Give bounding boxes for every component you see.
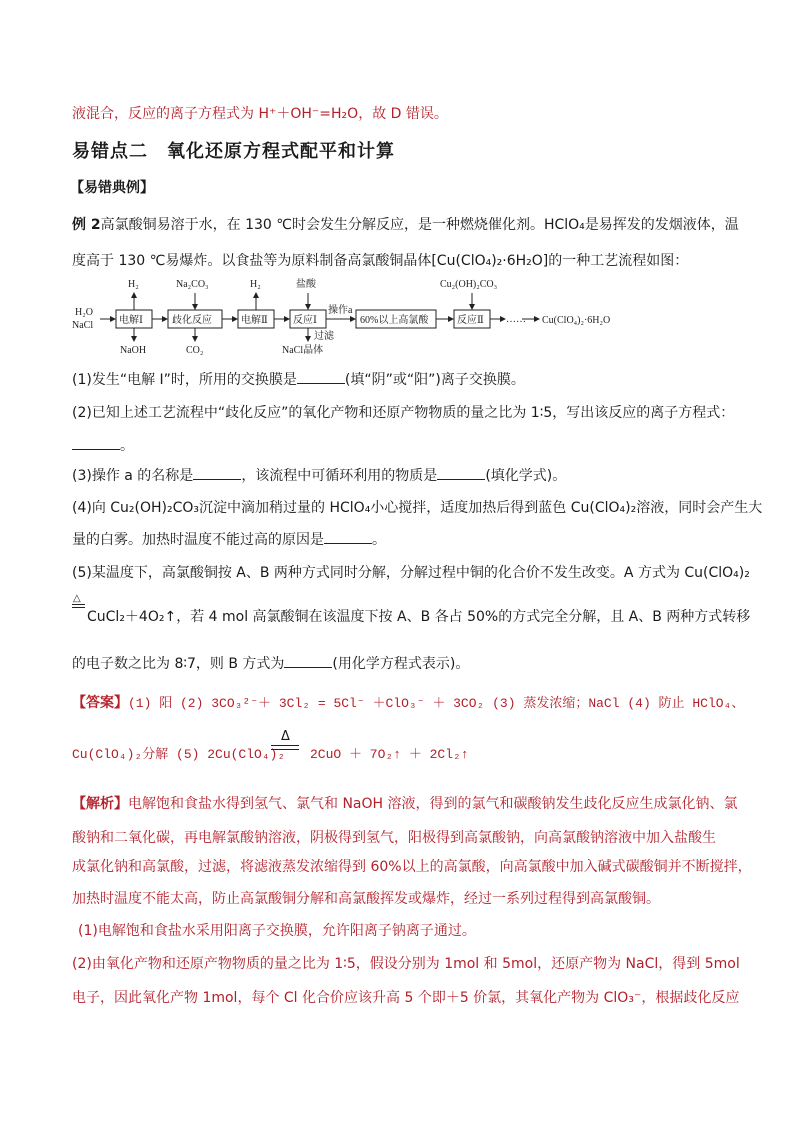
answer-delta: Δ [281, 729, 290, 744]
analysis-paragraph-2-line-2: 电子，因此氧化产物 1mol，每个 Cl 化合价应该升高 5 个即＋5 价氯，其氧化产物为 ClO₃⁻，根据歧化反应 [72, 990, 740, 1006]
top-label-basic-copper-carbonate: Cu₂(OH)₂CO₃ [440, 279, 498, 290]
example-line-1 [72, 214, 739, 234]
question-5-line-1: (5)某温度下，高氯酸铜按 A、B 两种方式同时分解，分解过程中铜的化合价不发生改变。A 方式为 Cu(ClO₄)₂ [72, 565, 750, 581]
example-label: 例 2 [72, 217, 101, 233]
filter-label: 过滤 [314, 331, 334, 342]
flow-product: Cu(ClO₄)₂·6H₂O [542, 315, 611, 326]
top-label-h2-1: H₂ [128, 279, 139, 290]
box-label-5: 60%以上高氯酸 [360, 315, 429, 326]
top-label-hcl: 盐酸 [296, 279, 316, 290]
section-title: 易错点二 氧化还原方程式配平和计算 [72, 141, 395, 162]
question-2-line-1: (2)已知上述工艺流程中“歧化反应”的氧化产物和还原产物物质的量之比为 1∶5，写出该反应的离子方程式： [72, 405, 735, 421]
answer-blank[interactable] [72, 437, 120, 450]
answer-blank[interactable] [284, 655, 332, 668]
analysis-line-3: 成氯化钠和高氯酸，过滤，将滤液蒸发浓缩得到 60%以上的高氯酸，向高氯酸中加入碱式碳酸铜并不断搅拌， [72, 859, 752, 875]
analysis-line-1: 【解析】电解饱和食盐水得到氢气、氯气和 NaOH 溶液，得到的氯气和碳酸钠发生歧化反应生成氯化钠、氯 [72, 796, 738, 812]
bottom-label-nacl: NaCl晶体 [282, 345, 324, 356]
answer-line-2a: Cu(ClO₄)₂分解 (5) 2Cu(ClO₄)₂ [72, 747, 286, 762]
delta-symbol: △ [73, 593, 81, 604]
box-label-3: 电解Ⅱ [241, 315, 268, 326]
answer-blank[interactable] [193, 467, 241, 480]
answer-tag: 【答案】 [72, 695, 128, 711]
bottom-label-naoh: NaOH [120, 345, 147, 356]
answer-blank[interactable] [324, 531, 372, 544]
question-5-line-2: CuCl₂＋4O₂↑，若 4 mol 高氯酸铜在该温度下按 A、B 各占 50%的方式完全分解，且 A、B 两种方式转移 [87, 609, 751, 625]
box-label-4: 反应Ⅰ [293, 315, 317, 326]
answer-blank[interactable] [297, 371, 345, 384]
bottom-label-co2: CO₂ [186, 345, 204, 356]
question-4-line-2: 量的白雾。加热时温度不能过高的原因是 。 [72, 532, 386, 548]
answer-equals-bottom [271, 749, 299, 750]
feed-nacl: NaCl [72, 320, 94, 331]
question-5-line-3: 的电子数之比为 8∶7，则 B 方式为 (用化学方程式表示)。 [72, 656, 470, 672]
answer-blank[interactable] [437, 467, 485, 480]
top-label-h2-2: H₂ [250, 279, 261, 290]
op-label: 操作a [328, 305, 353, 316]
example-tag: 【易错典例】 [70, 180, 154, 196]
process-flow-diagram [72, 275, 672, 360]
flow-tail: …… [506, 314, 526, 325]
question-4-line-1: (4)向 Cu₂(OH)₂CO₃沉淀中滴加稍过量的 HClO₄小心搅拌，适度加热后得到蓝色 Cu(ClO₄)₂溶液，同时会产生大 [72, 500, 763, 516]
box-label-6: 反应Ⅱ [457, 315, 484, 326]
equals-bar-top [72, 604, 85, 605]
answer-equals-top [271, 745, 299, 746]
answer-line-1: 【答案】(1) 阳 (2) 3CO₃²⁻＋ 3Cl₂ = 5Cl⁻ ＋ClO₃⁻ ＋ 3CO₂ (3) 蒸发浓缩；NaCl (4) 防止 HClO₄、 [72, 695, 745, 711]
analysis-tag: 【解析】 [72, 796, 128, 812]
question-3: (3)操作 a 的名称是 ，该流程中可循环利用的物质是 (填化学式)。 [72, 468, 567, 484]
analysis-paragraph-2-line-1: (2)由氧化产物和还原产物物质的量之比为 1∶5，假设分别为 1mol 和 5mol，还原产物为 NaCl，得到 5mol [72, 956, 740, 972]
example-line-2: 度高于 130 ℃易爆炸。以食盐等为原料制备高氯酸铜晶体[Cu(ClO₄)₂·6H₂O]的一种工艺流程如图： [72, 253, 689, 269]
top-label-na2co3: Na₂CO₃ [176, 279, 209, 290]
box-label-2: 歧化反应 [172, 315, 212, 326]
box-label-1: 电解Ⅰ [119, 315, 143, 326]
question-1: (1)发生“电解 Ⅰ”时，所用的交换膜是 (填“阴”或“阳”)离子交换膜。 [72, 372, 525, 388]
analysis-line-4: 加热时温度不能太高，防止高氯酸铜分解和高氯酸挥发或爆炸，经过一系列过程得到高氯酸铜。 [72, 891, 660, 907]
equals-bar-bottom [72, 607, 85, 608]
intro-line: 液混合，反应的离子方程式为 H⁺＋OH⁻=H₂O，故 D 错误。 [72, 106, 448, 122]
feed-h2o: H₂O [75, 307, 93, 318]
example-text-1: 高氯酸铜易溶于水，在 130 ℃时会发生分解反应，是一种燃烧催化剂。HClO₄是易挥发的发烟液体，温 [100, 217, 739, 233]
analysis-paragraph-1: (1)电解饱和食盐水采用阳离子交换膜，允许阳离子钠离子通过。 [78, 923, 476, 939]
answer-line-2b: 2CuO ＋ 7O₂↑ ＋ 2Cl₂↑ [310, 747, 469, 762]
question-2-line-2: 。 [72, 435, 134, 455]
analysis-line-2: 酸钠和二氧化碳，再电解氯酸钠溶液，阴极得到氢气，阳极得到高氯酸钠，向高氯酸钠溶液中加入盐酸生 [72, 830, 716, 846]
